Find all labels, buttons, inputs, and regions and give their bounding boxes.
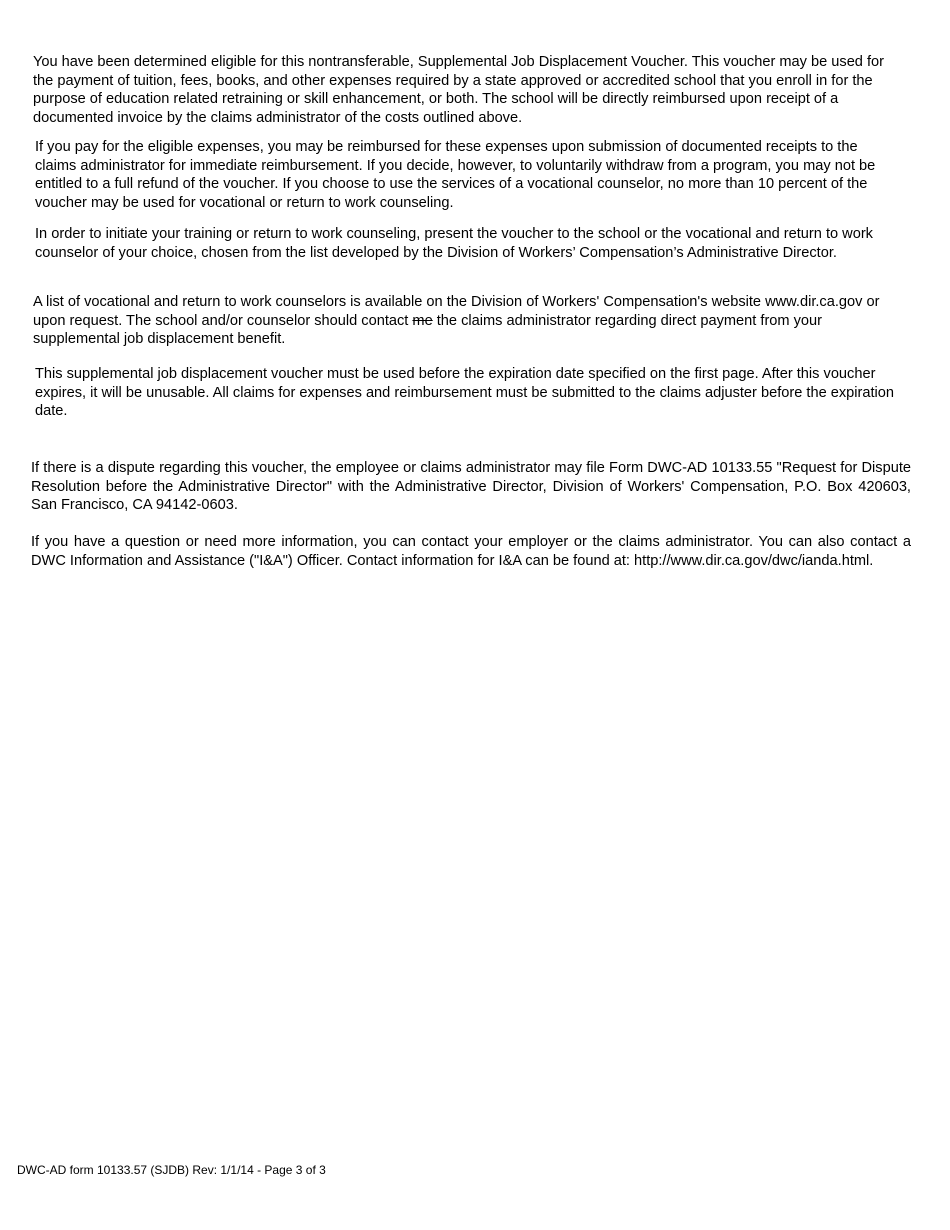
counselor-list-paragraph <box>33 293 903 349</box>
reimbursement-paragraph: If you pay for the eligible expenses, you may be reimbursed for these expenses upon submission of documented receipts to the claims administrator for immediate reimbursement. If you decide, however, to voluntarily withdraw from a program, you may not be entitled to a full refund of the voucher. If you choose to use the services of a vocational counselor, no more than 10 percent of the voucher may be used for vocational or return to work counseling. <box>35 139 876 211</box>
contact-paragraph: If you have a question or need more information, you can contact your employer or the claims administrator. You can also contact a DWC Information and Assistance ("I&A") Officer. Contact information for I&A can be found at: http://www.dir.ca.gov/dwc/ianda.html. <box>31 534 911 569</box>
struck-word: me <box>412 312 433 329</box>
expiration-paragraph: This supplemental job displacement voucher must be used before the expiration date specified on the first page. After this voucher expires, it will be unusable. All claims for expenses and reimbursement must be submitted to the claims adjuster before the expiration date. <box>35 366 895 420</box>
eligibility-paragraph: You have been determined eligible for this nontransferable, Supplemental Job Displacement Voucher. This voucher may be used for the payment of tuition, fees, books, and other expenses required by a state approved or accredited school that you enroll in for the purpose of education related retraining or skill enhancement, or both. The school will be directly reimbursed upon receipt of a documented invoice by the claims administrator of the costs outlined above. <box>33 54 885 126</box>
dispute-paragraph: If there is a dispute regarding this voucher, the employee or claims administrator may file Form DWC-AD 10133.55 "Request for Dispute Resolution before the Administrative Director" with the Administrative Director, Division of Workers' Compensation, P.O. Box 420603, San Francisco, CA 94142-0603. <box>31 460 911 514</box>
counselor-text-after: the claims administrator regarding direct payment from your supplemental job displacement benefit. <box>33 312 823 348</box>
counselor-text-before: A list of vocational and return to work counselors is available on the Division of Workers' Compensation's website www.dir.ca.gov or upon request. The school and/or counselor should contact <box>33 294 880 329</box>
page-footer: DWC-AD form 10133.57 (SJDB) Rev: 1/1/14 - Page 3 of 3 <box>17 1163 326 1177</box>
initiate-training-paragraph: In order to initiate your training or return to work counseling, present the voucher to the school or the vocational and return to work counselor of your choice, chosen from the list developed by the Division of Workers’ Compensation’s Administrative Director. <box>35 226 873 261</box>
